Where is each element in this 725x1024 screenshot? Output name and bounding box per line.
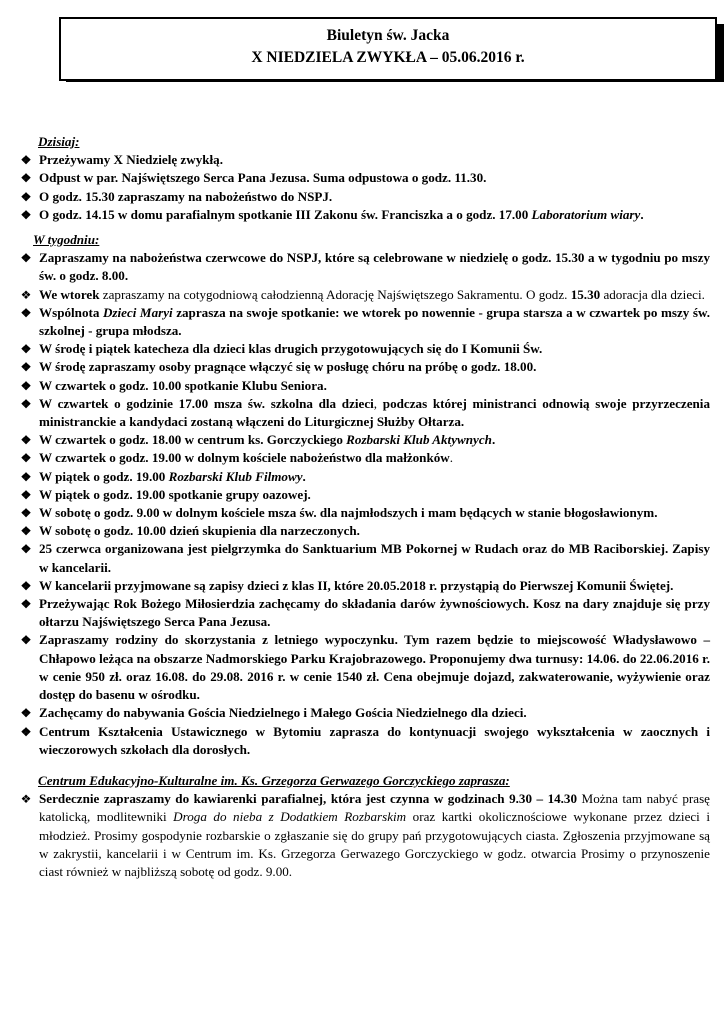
list-item: ❖ Odpust w par. Najświętszego Serca Pana Jezusa. Suma odpustowa o godz. 11.30. xyxy=(18,169,710,187)
list-item: ❖ W środę i piątek katecheza dla dzieci klas drugich przygotowujących się do I Komunii Św. xyxy=(18,340,710,358)
week-list xyxy=(18,249,710,759)
list-item: ❖ Przeżywamy X Niedzielę zwykłą. xyxy=(18,151,710,169)
list-item: ❖ Serdecznie zapraszamy do kawiarenki parafialnej, która jest czynna w godzinach 9.30 – 14.30 Można tam nabyć prasę katolicką, modlitewniki Droga do nieba z Dodatkiem Rozbarskim oraz kartki okolicznościowe wykonane przez dzieci i młodzież. Prosimy gospodynie rozbarskie o zgłaszanie się do grupy pań przygotowujących ciasta. Zgłoszenia przyjmowane są w zakrystii, kancelarii i w Centrum im. Ks. Grzegorza Gerwazego Gorczyckiego w godz. otwarcia Prosimy o przynoszenie ciast również w najbliższą sobotę od godz. 9.00. xyxy=(18,790,710,881)
list-item: ❖ Zapraszamy rodziny do skorzystania z letniego wypoczynku. Tym razem będzie to miejscowość Władysławowo – Chłapowo leżąca na obszarze Nadmorskiego Parku Krajobrazowego. Proponujemy dwa turnusy: 14.06. do 22.06.2016 r. w cenie 950 zł. oraz 16.08. do 29.08. 2016 r. w cenie 1540 zł. Cena obejmuje dojazd, zakwaterowanie, wyżywienie oraz dostęp do basenu w ośrodku. xyxy=(18,631,710,704)
bulletin-content xyxy=(18,133,710,881)
bullet-icon: ❖ xyxy=(20,487,32,502)
bullet-icon: ❖ xyxy=(20,433,32,448)
section-title-week: W tygodniu: xyxy=(33,232,100,248)
list-item: ❖ W czwartek o godz. 10.00 spotkanie Klubu Seniora. xyxy=(18,377,710,395)
bullet-icon: ❖ xyxy=(20,207,32,222)
centrum-list xyxy=(18,790,710,881)
today-list xyxy=(18,151,710,224)
list-item: ❖ O godz. 14.15 w domu parafialnym spotkanie III Zakonu św. Franciszka a o godz. 17.00 Laboratorium wiary. xyxy=(18,206,710,224)
bullet-icon: ❖ xyxy=(20,792,32,807)
list-item: ❖ Zapraszamy na nabożeństwa czerwcowe do NSPJ, które są celebrowane w niedzielę o godz. 15.30 a w tygodniu po mszy św. o godz. 8.00. xyxy=(18,249,710,285)
header-title: Biuletyn św. Jacka xyxy=(326,27,450,44)
section-title-centrum: Centrum Edukacyjno-Kulturalne im. Ks. Grzegorza Gerwazego Gorczyckiego zaprasza: xyxy=(38,772,510,788)
bullet-icon: ❖ xyxy=(20,451,32,466)
bullet-icon: ❖ xyxy=(20,287,32,302)
list-item: ❖ Przeżywając Rok Bożego Miłosierdzia zachęcamy do składania darów żywnościowych. Kosz na dary znajduje się przy ołtarzu Najświętszego Serca Pana Jezusa. xyxy=(18,595,710,631)
bullet-icon: ❖ xyxy=(20,578,32,593)
bullet-icon: ❖ xyxy=(20,724,32,739)
section-title-today: Dzisiaj: xyxy=(38,134,80,149)
bullet-icon: ❖ xyxy=(20,597,32,612)
bullet-icon: ❖ xyxy=(20,706,32,721)
list-item: ❖ W środę zapraszamy osoby pragnące włączyć się w posługę chóru na próbę o godz. 18.00. xyxy=(18,358,710,376)
list-item: ❖ 25 czerwca organizowana jest pielgrzymka do Sanktuarium MB Pokornej w Rudach oraz do MB Raciborskiej. Zapisy w kancelarii. xyxy=(18,540,710,576)
bullet-icon: ❖ xyxy=(20,506,32,521)
list-item: ❖ W piątek o godz. 19.00 Rozbarski Klub Filmowy. xyxy=(18,468,710,486)
bullet-icon: ❖ xyxy=(20,524,32,539)
list-item: ❖ W czwartek o godz. 18.00 w centrum ks. Gorczyckiego Rozbarski Klub Aktywnych. xyxy=(18,431,710,449)
bullet-icon: ❖ xyxy=(20,305,32,320)
bullet-icon: ❖ xyxy=(20,396,32,411)
bullet-icon: ❖ xyxy=(20,189,32,204)
bullet-icon: ❖ xyxy=(20,171,32,186)
list-item: ❖ W czwartek o godzinie 17.00 msza św. szkolna dla dzieci, podczas której ministranci odnowią swoje przyrzeczenia ministranckie a kandydaci zostaną włączeni do Liturgicznej Służby Ołtarza. xyxy=(18,395,710,431)
bullet-icon: ❖ xyxy=(20,469,32,484)
list-item: ❖ O godz. 15.30 zapraszamy na nabożeństwo do NSPJ. xyxy=(18,188,710,206)
header-subtitle: X NIEDZIELA ZWYKŁA – 05.06.2016 r. xyxy=(251,49,525,66)
list-item: ❖ W kancelarii przyjmowane są zapisy dzieci z klas II, które 20.05.2018 r. przystąpią do Pierwszej Komunii Świętej. xyxy=(18,577,710,595)
bullet-icon: ❖ xyxy=(20,378,32,393)
list-item: ❖ W piątek o godz. 19.00 spotkanie grupy oazowej. xyxy=(18,486,710,504)
list-item: ❖ W sobotę o godz. 10.00 dzień skupienia dla narzeczonych. xyxy=(18,522,710,540)
list-item: ❖ Centrum Kształcenia Ustawicznego w Bytomiu zaprasza do kontynuacji swojego wykształcenia w zaocznych i wieczorowych szkołach dla dorosłych. xyxy=(18,723,710,759)
bullet-icon: ❖ xyxy=(20,360,32,375)
list-item: ❖ W czwartek o godz. 19.00 w dolnym kościele nabożeństwo dla małżonków. xyxy=(18,449,710,467)
bullet-icon: ❖ xyxy=(20,633,32,648)
bullet-icon: ❖ xyxy=(20,542,32,557)
bullet-icon: ❖ xyxy=(20,342,32,357)
list-item: ❖ We wtorek zapraszamy na cotygodniową całodzienną Adorację Najświętszego Sakramentu. O godz. 15.30 adoracja dla dzieci. xyxy=(18,286,710,304)
header-box xyxy=(59,17,717,81)
list-item: ❖ W sobotę o godz. 9.00 w dolnym kościele msza św. dla najmłodszych i mam będących w stanie błogosławionym. xyxy=(18,504,710,522)
bullet-icon: ❖ xyxy=(20,153,32,168)
list-item: ❖ Wspólnota Dzieci Maryi zaprasza na swoje spotkanie: we wtorek po nowennie - grupa starsza a w czwartek po mszy św. szkolnej - grupa młodsza. xyxy=(18,304,710,340)
bullet-icon: ❖ xyxy=(20,251,32,266)
list-item: ❖ Zachęcamy do nabywania Gościa Niedzielnego i Małego Gościa Niedzielnego dla dzieci. xyxy=(18,704,710,722)
